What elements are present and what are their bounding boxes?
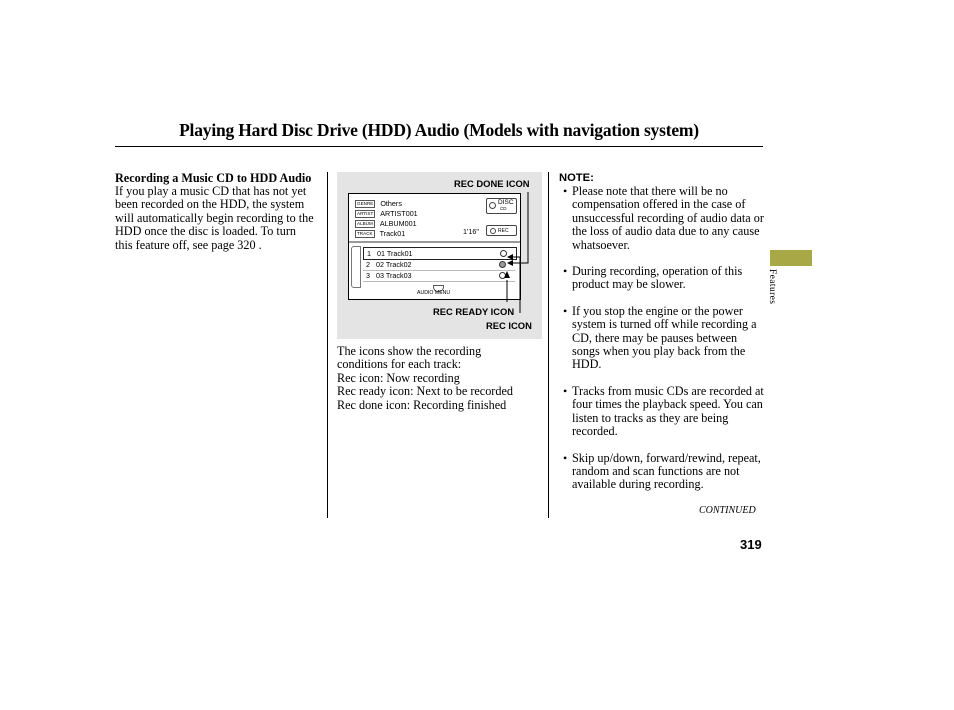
track-name: 03 Track03 [376, 271, 412, 280]
title-rule [115, 146, 763, 147]
note-text: During recording, operation of this product may be slower. [572, 264, 743, 292]
note-bullet [563, 265, 765, 292]
note-bullet [563, 185, 765, 252]
track-number: 3 [366, 271, 370, 280]
artist-tag: ARTIST [357, 210, 374, 216]
caption-line: The icons show the recording [337, 344, 482, 358]
track-value: Track01 [379, 229, 406, 238]
disc-source-sub: CD [500, 206, 507, 211]
note-text: If you stop the engine or the power system is turned off while recording a CD, there may be pauses between songs when you play back from the HDD. [572, 303, 757, 372]
rec-ready-arrow [504, 271, 510, 278]
bullet-icon: • [563, 264, 568, 279]
caption-line: Rec ready icon: Next to be recorded [337, 384, 513, 399]
note-heading: NOTE: [559, 172, 594, 184]
note-bullet [563, 452, 765, 492]
note-bullet [563, 385, 765, 439]
genre-tag: GENRE [357, 200, 374, 206]
note-list [563, 185, 765, 492]
caption-line: Rec done icon: Recording finished [337, 397, 507, 412]
genre-value: Others [380, 199, 402, 208]
caption-line: Rec icon: Now recording [337, 370, 460, 385]
section-heading: Recording a Music CD to HDD Audio [115, 171, 312, 185]
bullet-icon: • [563, 303, 568, 318]
bullet-icon: • [563, 450, 568, 465]
disc-source-label: DISC [498, 199, 514, 206]
figure-caption [337, 345, 542, 412]
rec-ready-icon-label: REC READY ICON [433, 306, 515, 317]
bullet-icon: • [563, 383, 568, 398]
rec-icon-label: REC ICON [486, 320, 532, 331]
continued-label: CONTINUED [699, 505, 756, 516]
track-tag: TRACK [357, 230, 373, 236]
caption-line: conditions for each track: [337, 357, 462, 372]
rec-done-arrow [507, 260, 513, 266]
page-title: Playing Hard Disc Drive (HDD) Audio (Models with navigation system) [179, 120, 699, 140]
artist-value: ARTIST001 [380, 209, 418, 218]
column-divider-left [327, 172, 328, 518]
left-column [115, 172, 315, 252]
album-value: ALBUM001 [379, 219, 417, 228]
note-bullet [563, 305, 765, 372]
note-text: Skip up/down, forward/rewind, repeat, random and scan functions are not available during recording. [572, 450, 761, 492]
section-tab [770, 250, 812, 266]
page-number: 319 [740, 537, 762, 552]
rec-done-callout [511, 192, 528, 263]
callout-lines [337, 172, 542, 339]
elapsed-time: 1'16" [463, 227, 479, 236]
rec-done-icon-label: REC DONE ICON [454, 178, 530, 189]
note-text: Please note that there will be no compensation offered in the case of unsuccessful recording of audio data or the loss of audio data due to any cause whatsoever. [572, 184, 764, 252]
section-body: If you play a music CD that has not yet been recorded on the HDD, the system will automatically begin recording to the HDD once the disc is loaded. To turn this feature off, see page 320 . [115, 184, 314, 252]
column-divider-right [548, 172, 549, 518]
track-number: 2 [366, 260, 370, 269]
rec-button-label: REC [498, 227, 509, 234]
audio-menu-label: AUDIO MENU [417, 290, 451, 296]
rec-arrow [507, 254, 513, 260]
track-name: 02 Track02 [376, 260, 412, 269]
album-tag: ALBUM [357, 220, 373, 226]
note-text: Tracks from music CDs are recorded at four times the playback speed. You can listen to tracks as they are being recorded. [572, 383, 764, 439]
bullet-icon: • [563, 184, 568, 198]
section-tab-label: Features [767, 269, 777, 305]
track-number: 1 [367, 249, 371, 258]
track-name: 01 Track01 [377, 249, 413, 258]
